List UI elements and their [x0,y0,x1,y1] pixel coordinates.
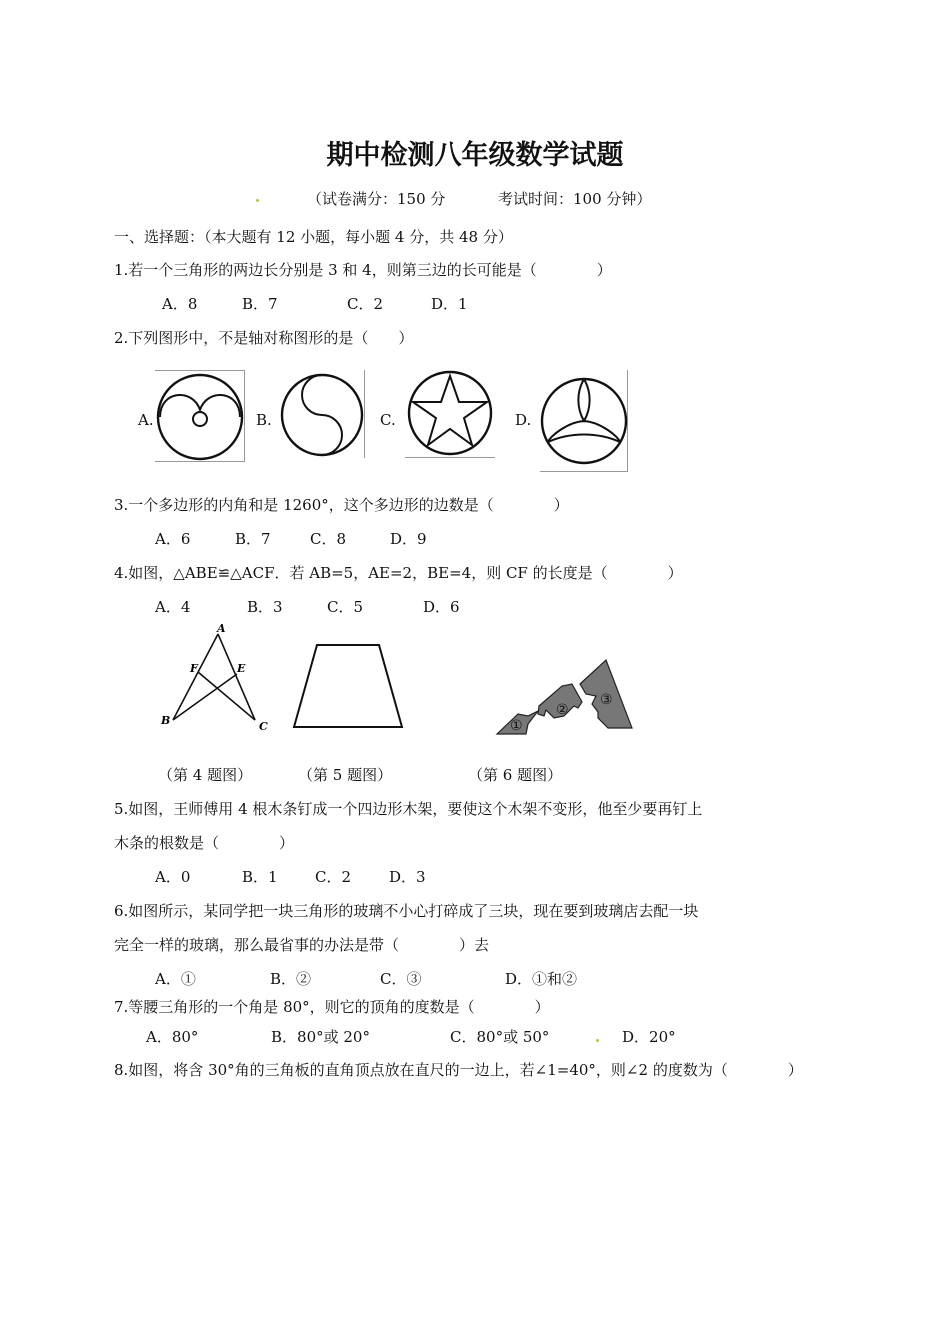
q5-stem-line1: 5.如图，王师傅用 4 根木条钉成一个四边形木架，要使这个木架不变形，他至少要再钉上 [114,800,703,818]
point-c-label: C [259,720,268,733]
q4-option-b: B．3 [247,598,283,616]
q2-figure-c [405,368,495,458]
page-title: 期中检测八年级数学试题 [326,140,624,171]
q5-option-c: C．2 [315,868,352,886]
decorative-dot [256,199,259,202]
point-b-label: B [161,714,171,727]
full-score-text: （试卷满分：150 分 [307,190,446,208]
q4-option-a: A．4 [155,598,191,616]
point-a-label: A [217,622,226,635]
q2-figure-a [155,370,245,462]
q6-stem-line1: 6.如图所示，某同学把一块三角形的玻璃不小心打碎成了三块，现在要到玻璃店去配一块 [114,902,699,920]
q8-stem: 8.如图，将含 30°角的三角板的直角顶点放在直尺的一边上，若∠1=40°，则∠2 的度数为（ ） [114,1061,803,1079]
piece-1-label: ① [510,718,523,734]
q5-stem-line2: 木条的根数是（ ） [114,834,295,852]
q5-figure [290,642,406,730]
q5-option-a: A．0 [155,868,191,886]
caption-fig4: （第 4 题图） [158,766,253,784]
q6-option-a: A．① [155,970,196,988]
q7-option-b: B．80°或 20° [271,1028,370,1046]
q2-figure-b [275,370,365,458]
q2-stem: 2.下列图形中，不是轴对称图形的是（ ） [114,329,414,347]
q5-option-d: D．3 [389,868,426,886]
q1-stem: 1.若一个三角形的两边长分别是 3 和 4，则第三边的长可能是（ ） [114,261,612,279]
q2-label-d: D. [515,411,532,429]
q7-option-a: A．80° [146,1028,199,1046]
q3-option-c: C．8 [310,530,347,548]
q4-option-d: D．6 [423,598,460,616]
q3-stem: 3.一个多边形的内角和是 1260°，这个多边形的边数是（ ） [114,496,569,514]
q6-option-c: C．③ [380,970,422,988]
q1-option-b: B．7 [242,295,278,313]
q7-option-c: C．80°或 50° [450,1028,550,1046]
q4-option-c: C．5 [327,598,364,616]
caption-fig5: （第 5 题图） [298,766,393,784]
piece-3-label: ③ [600,692,613,708]
section-heading: 一、选择题：（本大题有 12 小题，每小题 4 分，共 48 分） [114,228,513,246]
q7-stem: 7.等腰三角形的一个角是 80°，则它的顶角的度数是（ ） [114,998,550,1016]
caption-fig6: （第 6 题图） [468,766,563,784]
q4-stem: 4.如图，△ABE≌△ACF．若 AB=5，AE=2，BE=4，则 CF 的长度是（ ） [114,564,683,582]
q1-option-a: A．8 [162,295,198,313]
q2-label-c: C. [380,411,396,429]
q4-figure [155,622,275,734]
q1-option-d: D．1 [431,295,468,313]
q6-option-b: B．② [270,970,312,988]
q3-option-b: B．7 [235,530,271,548]
q1-option-c: C．2 [347,295,384,313]
point-f-label: F [190,662,198,675]
q6-figure [494,656,636,738]
q6-stem-line2: 完全一样的玻璃，那么最省事的办法是带（ ）去 [114,936,490,954]
decorative-dot [596,1039,599,1042]
q2-label-b: B. [256,411,272,429]
exam-time-text: 考试时间：100 分钟） [498,190,652,208]
q2-figure-d [540,370,628,472]
q6-option-d: D．①和② [505,970,578,988]
point-e-label: E [237,662,246,675]
piece-2-label: ② [556,702,569,718]
q3-option-a: A．6 [155,530,191,548]
q2-label-a: A. [138,411,154,429]
q5-option-b: B．1 [242,868,278,886]
q3-option-d: D．9 [390,530,427,548]
q7-option-d: D．20° [622,1028,676,1046]
